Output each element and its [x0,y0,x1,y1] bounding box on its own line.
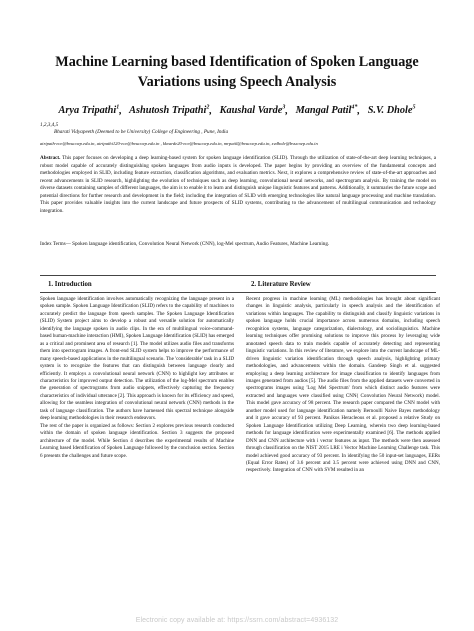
literature-review-column [246,296,440,475]
index-terms: Index Terms— Spoken language identification, Convolution Neural Network (CNN), log-Mel spectrum, Audio Features, Machine Learning. [40,241,330,247]
author-list: Arya Tripathi$^1$, Ashutosh Tripathi$^2$, Kaushal Varde$^3$, Mangal Patil$^{4*}$, S.V. Dhole$^5$ [58,105,416,117]
introduction-paragraph: The rest of the paper is organized as follows: Section 2 explores previous research conducted within the domain of spoken language identification. Section 3 suggests the proposed architecture of the model. While Section 4 describes the experimental results of Machine Learning based Identification of Spoken Language followed by the conclusion section. Section 6 presents the challenges and future scope. [40,422,234,459]
introduction-paragraph: Spoken language identification involves automatically recognizing the language present in a spoken sample. Spoken Language Identification (SLID) refers to the capability of machines to accurately predict the language from speech samples. The Spoken Language Identification (SLID) System project aims to develop a robust and versatile solution for automatically identifying the language spoken in audio clips. In the era of multilingual voice-command-based human-machine interaction (HMI), Spoken Language Identification (SLID) has emerged as a critical and prominent area of research [1]. The model utilizes audio files and transforms them into spectrogram images. A front-end SLID system helps to improve the performance of many speech-based applications in the multilingual scenario. The 'considerable' task in a SLID system is to recognize the features that can distinguish between language clearly and efficiently. It employs a convolutional neural network (CNN) to highlight key attributes or characteristics for improved output detection. The utilization of the log-Mel spectrum enables the generation of spectrograms from audio snippets, effectively capturing the frequency characteristics of individual utterance [2]. This approach is known for its efficiency and speed, allowing for the seamless integration of convolutional neural network (CNN) methods in the task of language classification. The authors have harnessed this spectral technique alongside deep learning methodologies in their research endeavors. [40,296,234,422]
paper-title: Machine Learning based Identification of Spoken Language Variations using Speech Analysis [55,54,419,90]
literature-review-paragraph: Recent progress in machine learning (ML) methodologies has brought about significant changes in linguistic analysis, particularly in speech analysis and the identification of variations within languages. The capability to distinguish and classify linguistic variations in spoken language holds crucial importance across numerous domains, including speech recognition systems, language categorization, dialectology, and sociolinguistics. Machine learning techniques offer promising solutions to improve this process by leveraging wide annotated speech data to train models capable of accurately detecting and representing linguistic variations. In this review of literature, we explore into the current landscape of ML-driven linguistic variation identification through speech analysis, highlighting primary methodologies, and advancements within the domain. Gandeep Singh et al. suggested employing a deep learning architecture for image classification to identify languages from images generated from audios [5]. The audio files from the applied datasets were converted in spectrograms images using 'Log Mel Spectrum' from which distinct audio features were extracted and languages were classified using CNN( Convolution Neural Network) model. This model gave accuracy of 98 percent. The research paper compared the CNN model with another model used for language identification namely Bernoulli Naive Bayes methodology and it gave accuracy of 93 percent. Panikos Heracleous et al. proposed a relative Study on Spoken Language Identification utilizing Deep Learning, wherein two deep learning-based methods for language identification were experimentally examined [6]. The methods applied DNN and CNN architecture with i vector features as input. The methods were then assessed through classification on the NIST 2015 LRE i Vector Machine Learning Challenge task. This model achieved good accuracy of 93 percent. In identifying the 50 input-set languages, EERs (Equal Error Rates) of 3.6 percent and 3.5 percent were achieved using DNN and CNN, respectively. Integration of CNN with SVM resulted in an [246,296,440,474]
section-heading-literature-review: 2. Literature Review [251,281,311,288]
author: Mangal Patil$^{4*}$ [295,105,358,117]
abstract [40,155,436,215]
abstract-text: This paper focuses on developing a deep learning-based system for spoken language identification (SLID). Through the utilization of state-of-the-art deep learning techniques, a robust model capable of accurately distinguishing spoken languages from audio inputs is developed. The paper begins by providing an overview of the fundamental concepts and methodologies employed in SLID, including feature extraction, classification algorithms, and evaluation metrics. Next, it explores a comprehensive review of state-of-the-art approaches and recent advancements in SLID research, highlighting the evolution of techniques such as deep learning, convolutional neural networks, and spectrogram analysis. By training the model on diverse datasets containing samples of different languages, the aim is to enable it to learn and distinguish unique linguistic features and patterns. Additionally, it summaries the future scope and potential directions for further research and development in the field; including the integration of SLID with emerging technologies like natural language processing and machine translation. This paper provides valuable insights into the current landscape and future prospects of SLID systems, contributing to the advancement of multilingual communication and technology integration. [40,155,436,214]
author: Kaushal Varde$^3$ [219,105,286,117]
affiliation-numbers: 1,2,3,4,5 [40,122,59,128]
introduction-column [40,296,234,460]
section-heading-introduction: 1. Introduction [48,281,92,288]
abstract-label: Abstract. [40,155,61,161]
author: S.V. Dhole$^5$ [367,105,416,117]
author: Ashutosh Tripathi$^2$ [129,105,210,117]
section-rule-top [40,275,436,276]
ssrn-footer-watermark: Electronic copy available at: https://ssrn.com/abstract=4936132 [135,617,339,624]
affiliation-institution: Bharati Vidyapeeth (Deemed to be University) College of Engineering , Pune, India [54,129,229,135]
section-rule-bottom [40,292,436,293]
author: Arya Tripathi$^1$ [58,105,120,117]
author-emails: atripath-ece@bvucoep.edu.in, atripathi120-ece@bvucoep.edu.in , kkvarde20-ece@bvucoep.edu.in, mrpatil@bvucoep.edu.in, svdhole@bvucoep.edu.in [40,141,318,146]
